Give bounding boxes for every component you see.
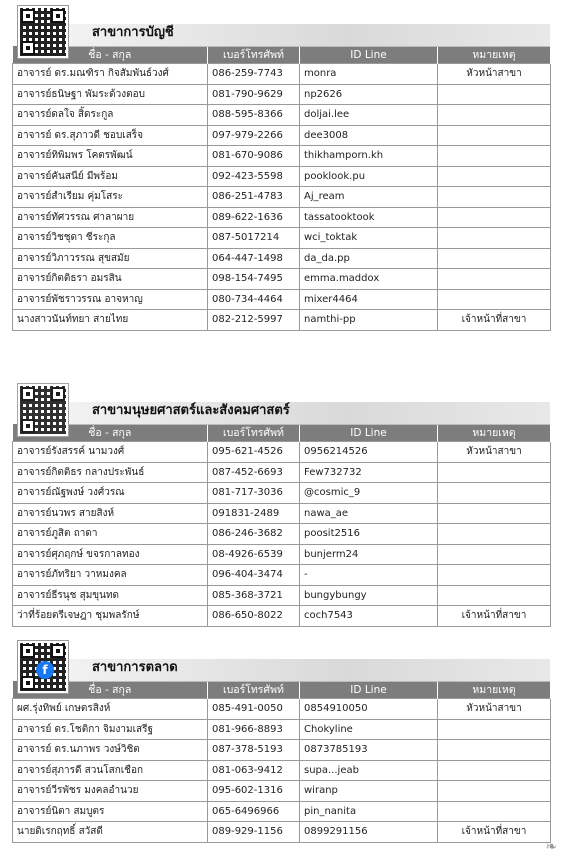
cell-name: อาจารย์ธีรนุช สุมขุนทด: [13, 585, 208, 606]
cell-note: [438, 801, 551, 822]
cell-line-id: tassatooktook: [300, 207, 438, 228]
cell-name: อาจารย์ ดร.สุภาวดี ชอบเสร็จ: [13, 125, 208, 146]
cell-name: อาจารย์วิชชุดา ชีระกุล: [13, 228, 208, 249]
cell-name: อาจารย์ ดร.นภาพร วงษ์วิชิต: [13, 740, 208, 761]
table-row: [13, 483, 551, 504]
cell-note: [438, 503, 551, 524]
cell-line-id: wci_toktak: [300, 228, 438, 249]
table-row: [13, 503, 551, 524]
header-phone: เบอร์โทรศัพท์: [208, 681, 300, 699]
table-row: [13, 544, 551, 565]
cell-line-id: np2626: [300, 84, 438, 105]
cell-phone: 081-063-9412: [208, 760, 300, 781]
header-line: ID Line: [300, 46, 438, 64]
cell-phone: 087-5017214: [208, 228, 300, 249]
table-row: [13, 310, 551, 331]
cell-note: หัวหน้าสาขา: [438, 64, 551, 85]
cell-note: [438, 187, 551, 208]
cell-note: เจ้าหน้าที่สาขา: [438, 822, 551, 843]
cell-name: อาจารย์กิตติธรา อมรสิน: [13, 269, 208, 290]
table-row: [13, 442, 551, 463]
cell-phone: 086-259-7743: [208, 64, 300, 85]
cell-line-id: coch7543: [300, 606, 438, 627]
cell-name: อาจารย์ภูสิต ถาดา: [13, 524, 208, 545]
cell-line-id: 0899291156: [300, 822, 438, 843]
cell-line-id: doljai.lee: [300, 105, 438, 126]
cell-phone: 085-368-3721: [208, 585, 300, 606]
cell-line-id: -: [300, 565, 438, 586]
facebook-icon: f: [36, 661, 54, 679]
cell-name: นายดิเรกฤทธิ์ สวัสดี: [13, 822, 208, 843]
cell-line-id: 0873785193: [300, 740, 438, 761]
cell-phone: 081-790-9629: [208, 84, 300, 105]
cell-note: [438, 248, 551, 269]
table-row: [13, 822, 551, 843]
contact-table: [12, 681, 551, 843]
cell-line-id: bunjerm24: [300, 544, 438, 565]
cell-note: หัวหน้าสาขา: [438, 699, 551, 720]
section-header: [12, 6, 550, 46]
header-line: ID Line: [300, 424, 438, 442]
cell-phone: 087-452-6693: [208, 462, 300, 483]
cell-line-id: Few732732: [300, 462, 438, 483]
cell-name: นางสาวนันท์ทยา สายไทย: [13, 310, 208, 331]
cell-line-id: Chokyline: [300, 719, 438, 740]
cell-phone: 095-621-4526: [208, 442, 300, 463]
qr-code-icon: [18, 641, 68, 693]
cell-note: [438, 544, 551, 565]
section-header: [12, 641, 550, 681]
cell-note: หัวหน้าสาขา: [438, 442, 551, 463]
cell-phone: 08-4926-6539: [208, 544, 300, 565]
header-note: หมายเหตุ: [438, 681, 551, 699]
qr-code-icon: [18, 384, 68, 436]
header-name: ชื่อ - สกุล: [13, 681, 208, 699]
cell-line-id: dee3008: [300, 125, 438, 146]
contact-table: [12, 424, 551, 627]
cell-note: [438, 462, 551, 483]
cell-phone: 096-404-3474: [208, 565, 300, 586]
cell-name: ผศ.รุ่งทิพย์ เกษตรสิงห์: [13, 699, 208, 720]
cell-line-id: supa...jeab: [300, 760, 438, 781]
cell-phone: 081-717-3036: [208, 483, 300, 504]
cell-line-id: mixer4464: [300, 289, 438, 310]
cell-line-id: pin_nanita: [300, 801, 438, 822]
cell-name: อาจารย์นิตา สมบูตร: [13, 801, 208, 822]
cell-name: อาจารย์ภัทริยา วาหมงคล: [13, 565, 208, 586]
table-row: [13, 207, 551, 228]
decorative-flourish-icon: ❧: [545, 839, 557, 855]
cell-phone: 086-650-8022: [208, 606, 300, 627]
table-row: [13, 719, 551, 740]
section-title: สาขาการตลาด: [92, 660, 178, 675]
header-line: ID Line: [300, 681, 438, 699]
table-row: [13, 781, 551, 802]
table-row: [13, 740, 551, 761]
cell-phone: 098-154-7495: [208, 269, 300, 290]
cell-name: อาจารย์กิตติธร กลางประพันธ์: [13, 462, 208, 483]
cell-note: [438, 760, 551, 781]
cell-phone: 082-212-5997: [208, 310, 300, 331]
cell-note: [438, 84, 551, 105]
cell-note: [438, 483, 551, 504]
cell-name: อาจารย์คันสนีย์ มีพร้อม: [13, 166, 208, 187]
table-row: [13, 801, 551, 822]
cell-line-id: 0956214526: [300, 442, 438, 463]
cell-note: [438, 269, 551, 290]
cell-note: [438, 207, 551, 228]
cell-note: [438, 719, 551, 740]
section-accounting: [12, 6, 550, 331]
table-row: [13, 166, 551, 187]
cell-name: อาจารย์ธนิษฐา พัมระด้วงตอบ: [13, 84, 208, 105]
cell-phone: 088-595-8366: [208, 105, 300, 126]
section-title: สาขาการบัญชี: [92, 25, 174, 40]
cell-phone: 091831-2489: [208, 503, 300, 524]
section-header: [12, 384, 550, 424]
cell-note: [438, 146, 551, 167]
cell-phone: 087-378-5193: [208, 740, 300, 761]
cell-phone: 095-602-1316: [208, 781, 300, 802]
cell-phone: 089-622-1636: [208, 207, 300, 228]
cell-note: [438, 781, 551, 802]
cell-note: [438, 524, 551, 545]
table-header-row: [13, 46, 551, 64]
cell-name: อาจารย์วิภาวรรณ สุขสมัย: [13, 248, 208, 269]
table-row: [13, 187, 551, 208]
cell-note: [438, 166, 551, 187]
cell-note: [438, 125, 551, 146]
cell-name: อาจารย์ดลใจ สิ้ดระกูล: [13, 105, 208, 126]
cell-line-id: bungybungy: [300, 585, 438, 606]
qr-code-icon: [18, 6, 68, 58]
table-header-row: [13, 424, 551, 442]
cell-note: เจ้าหน้าที่สาขา: [438, 310, 551, 331]
table-row: [13, 125, 551, 146]
cell-line-id: da_da.pp: [300, 248, 438, 269]
section-humanities: [12, 384, 550, 627]
cell-line-id: thikhamporn.kh: [300, 146, 438, 167]
cell-phone: 089-929-1156: [208, 822, 300, 843]
cell-phone: 065-6496966: [208, 801, 300, 822]
table-row: [13, 699, 551, 720]
cell-name: อาจารย์ทัศวรรณ ศาลาผาย: [13, 207, 208, 228]
table-row: [13, 248, 551, 269]
table-row: [13, 606, 551, 627]
cell-line-id: @cosmic_9: [300, 483, 438, 504]
section-marketing: [12, 641, 550, 843]
table-row: [13, 462, 551, 483]
header-phone: เบอร์โทรศัพท์: [208, 46, 300, 64]
table-header-row: [13, 681, 551, 699]
cell-note: [438, 289, 551, 310]
cell-note: [438, 228, 551, 249]
header-note: หมายเหตุ: [438, 46, 551, 64]
cell-name: อาจารย์วีรพัชร มงคลอำนวย: [13, 781, 208, 802]
table-row: [13, 289, 551, 310]
cell-line-id: 0854910050: [300, 699, 438, 720]
table-row: [13, 760, 551, 781]
table-row: [13, 105, 551, 126]
cell-note: เจ้าหน้าที่สาขา: [438, 606, 551, 627]
cell-phone: 081-670-9086: [208, 146, 300, 167]
table-row: [13, 64, 551, 85]
table-row: [13, 565, 551, 586]
table-row: [13, 269, 551, 290]
cell-name: อาจารย์สำเรียม คุ่มโสระ: [13, 187, 208, 208]
header-note: หมายเหตุ: [438, 424, 551, 442]
cell-phone: 097-979-2266: [208, 125, 300, 146]
cell-phone: 086-246-3682: [208, 524, 300, 545]
cell-line-id: namthi-pp: [300, 310, 438, 331]
cell-phone: 080-734-4464: [208, 289, 300, 310]
cell-line-id: Aj_ream: [300, 187, 438, 208]
cell-name: อาจารย์ ดร.มณฑิรา กิจสัมพันธ์วงศ์: [13, 64, 208, 85]
cell-name: อาจารย์รังสรรค์ นามวงศ์: [13, 442, 208, 463]
cell-name: อาจารย์ศุภฤกษ์ ขจรกาลทอง: [13, 544, 208, 565]
table-row: [13, 146, 551, 167]
cell-line-id: emma.maddox: [300, 269, 438, 290]
cell-note: [438, 105, 551, 126]
cell-name: อาจารย์ทิพิมพร โคตรพัฒน์: [13, 146, 208, 167]
cell-name: อาจารย์พัชราวรรณ อาจหาญ: [13, 289, 208, 310]
cell-line-id: nawa_ae: [300, 503, 438, 524]
header-name: ชื่อ - สกุล: [13, 46, 208, 64]
cell-phone: 086-251-4783: [208, 187, 300, 208]
section-title: สาขามนุษยศาสตร์และสังคมศาสตร์: [92, 403, 290, 418]
contact-table: [12, 46, 551, 331]
cell-line-id: monra: [300, 64, 438, 85]
cell-phone: 064-447-1498: [208, 248, 300, 269]
table-row: [13, 228, 551, 249]
cell-name: อาจารย์นวพร สายสิงห์: [13, 503, 208, 524]
cell-phone: 092-423-5598: [208, 166, 300, 187]
cell-line-id: poosit2516: [300, 524, 438, 545]
cell-line-id: pooklook.pu: [300, 166, 438, 187]
cell-note: [438, 585, 551, 606]
header-phone: เบอร์โทรศัพท์: [208, 424, 300, 442]
table-row: [13, 524, 551, 545]
table-row: [13, 585, 551, 606]
cell-name: อาจารย์ณัฐพงษ์ วงศ์วรณ: [13, 483, 208, 504]
cell-name: ว่าที่ร้อยตรีเจษฎา ชุมพลรักษ์: [13, 606, 208, 627]
cell-name: อาจารย์สุภารดี สวนโสกเชือก: [13, 760, 208, 781]
cell-phone: 081-966-8893: [208, 719, 300, 740]
cell-line-id: wiranp: [300, 781, 438, 802]
cell-note: [438, 740, 551, 761]
cell-note: [438, 565, 551, 586]
cell-phone: 085-491-0050: [208, 699, 300, 720]
table-row: [13, 84, 551, 105]
header-name: ชื่อ - สกุล: [13, 424, 208, 442]
cell-name: อาจารย์ ดร.โชติกา จิมงามเสรีฐ: [13, 719, 208, 740]
